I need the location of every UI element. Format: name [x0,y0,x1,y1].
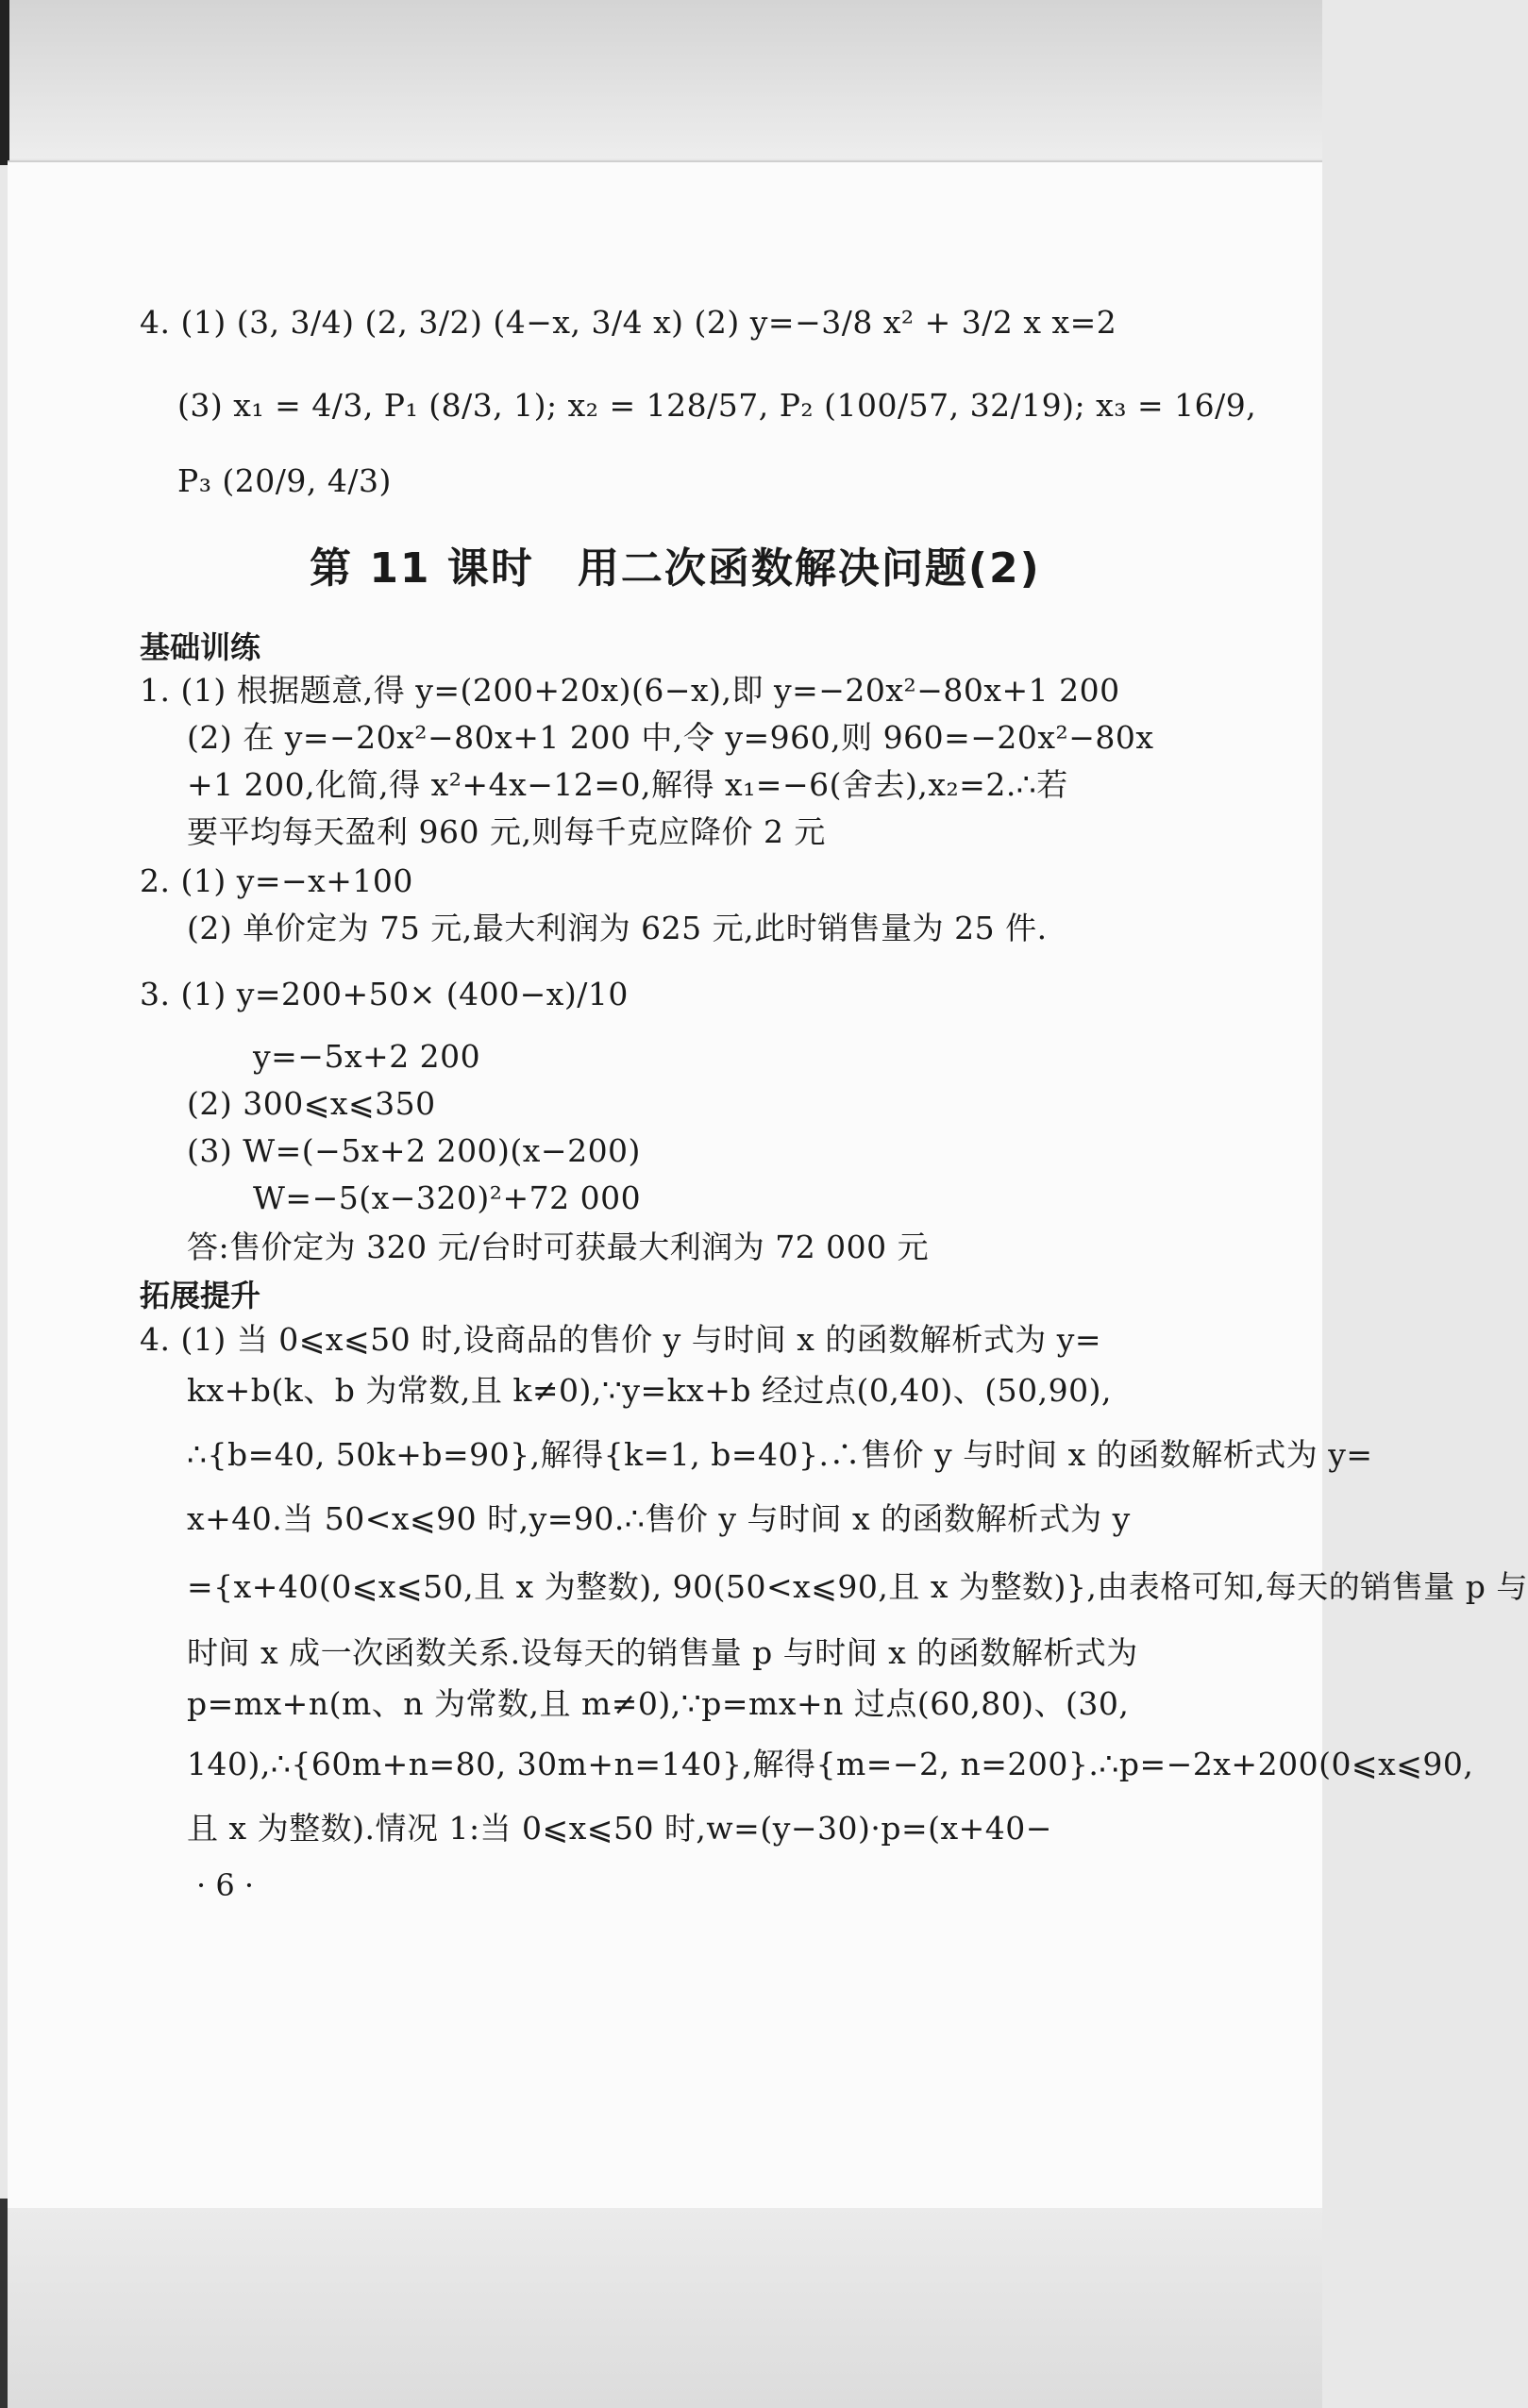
answer-line: 2. (1) y=−x+100 [140,862,413,899]
answer-line: 140),∴{60m+n=80, 30m+n=140},解得{m=−2, n=200}.∴p=−2x+200(0⩽x⩽90, [187,1746,1474,1782]
answer-line: 且 x 为整数).情况 1:当 0⩽x⩽50 时,w=(y−30)·p=(x+40− [187,1810,1052,1847]
q4-prev-line-1: 4. (1) (3, 3/4) (2, 3/2) (4−x, 3/4 x) (2) y=−3/8 x² + 3/2 x x=2 [140,304,1117,341]
page-number: · 6 · [196,1867,255,1903]
document-page [8,160,1528,2208]
answer-line: p=mx+n(m、n 为常数,且 m≠0),∵p=mx+n 过点(60,80)、(30, [187,1685,1130,1722]
answer-line: (3) W=(−5x+2 200)(x−200) [187,1132,641,1169]
answer-line: x+40.当 50<x⩽90 时,y=90.∴售价 y 与时间 x 的函数解析式为 y [187,1500,1131,1537]
answer-line: ={x+40(0⩽x⩽50,且 x 为整数), 90(50<x⩽90,且 x 为整数)},由表格可知,每天的销售量 p 与 [187,1568,1528,1605]
answer-line: y=−5x+2 200 [253,1038,481,1075]
answer-line: 答:售价定为 320 元/台时可获最大利润为 72 000 元 [187,1229,930,1265]
page-content [8,160,1528,2208]
answer-line: 4. (1) 当 0⩽x⩽50 时,设商品的售价 y 与时间 x 的函数解析式为 y= [140,1321,1102,1358]
scan-edge-top [0,0,9,165]
answer-line: 1. (1) 根据题意,得 y=(200+20x)(6−x),即 y=−20x²−80x+1 200 [140,672,1120,709]
answer-line: 要平均每天盈利 960 元,则每千克应降价 2 元 [187,813,826,850]
answer-line: +1 200,化简,得 x²+4x−12=0,解得 x₁=−6(舍去),x₂=2.∴若 [187,766,1068,803]
answer-line: (2) 单价定为 75 元,最大利润为 625 元,此时销售量为 25 件. [187,910,1048,946]
scan-edge-bottom [0,2199,8,2408]
scan-top-margin [0,0,1322,159]
answer-line: W=−5(x−320)²+72 000 [253,1179,642,1216]
scan-bottom-margin [0,2208,1322,2408]
answer-line: ∴{b=40, 50k+b=90},解得{k=1, b=40}.∴售价 y 与时间 x 的函数解析式为 y= [187,1436,1373,1473]
section-heading-basic: 基础训练 [140,629,261,665]
answer-line: kx+b(k、b 为常数,且 k≠0),∵y=kx+b 经过点(0,40)、(50,90), [187,1372,1112,1409]
answer-line: 3. (1) y=200+50× (400−x)/10 [140,976,629,1012]
lesson-title: 第 11 课时 用二次函数解决问题(2) [310,544,1041,593]
answer-line: 时间 x 成一次函数关系.设每天的销售量 p 与时间 x 的函数解析式为 [187,1634,1138,1671]
answer-line: (2) 在 y=−20x²−80x+1 200 中,令 y=960,则 960=−20x²−80x [187,719,1154,756]
q4-prev-line-3: P₃ (20/9, 4/3) [177,462,392,499]
q4-prev-line-2: (3) x₁ = 4/3, P₁ (8/3, 1); x₂ = 128/57, P₂ (100/57, 32/19); x₃ = 16/9, [177,387,1257,424]
answer-line: (2) 300⩽x⩽350 [187,1085,436,1122]
section-heading-extension: 拓展提升 [140,1278,261,1313]
